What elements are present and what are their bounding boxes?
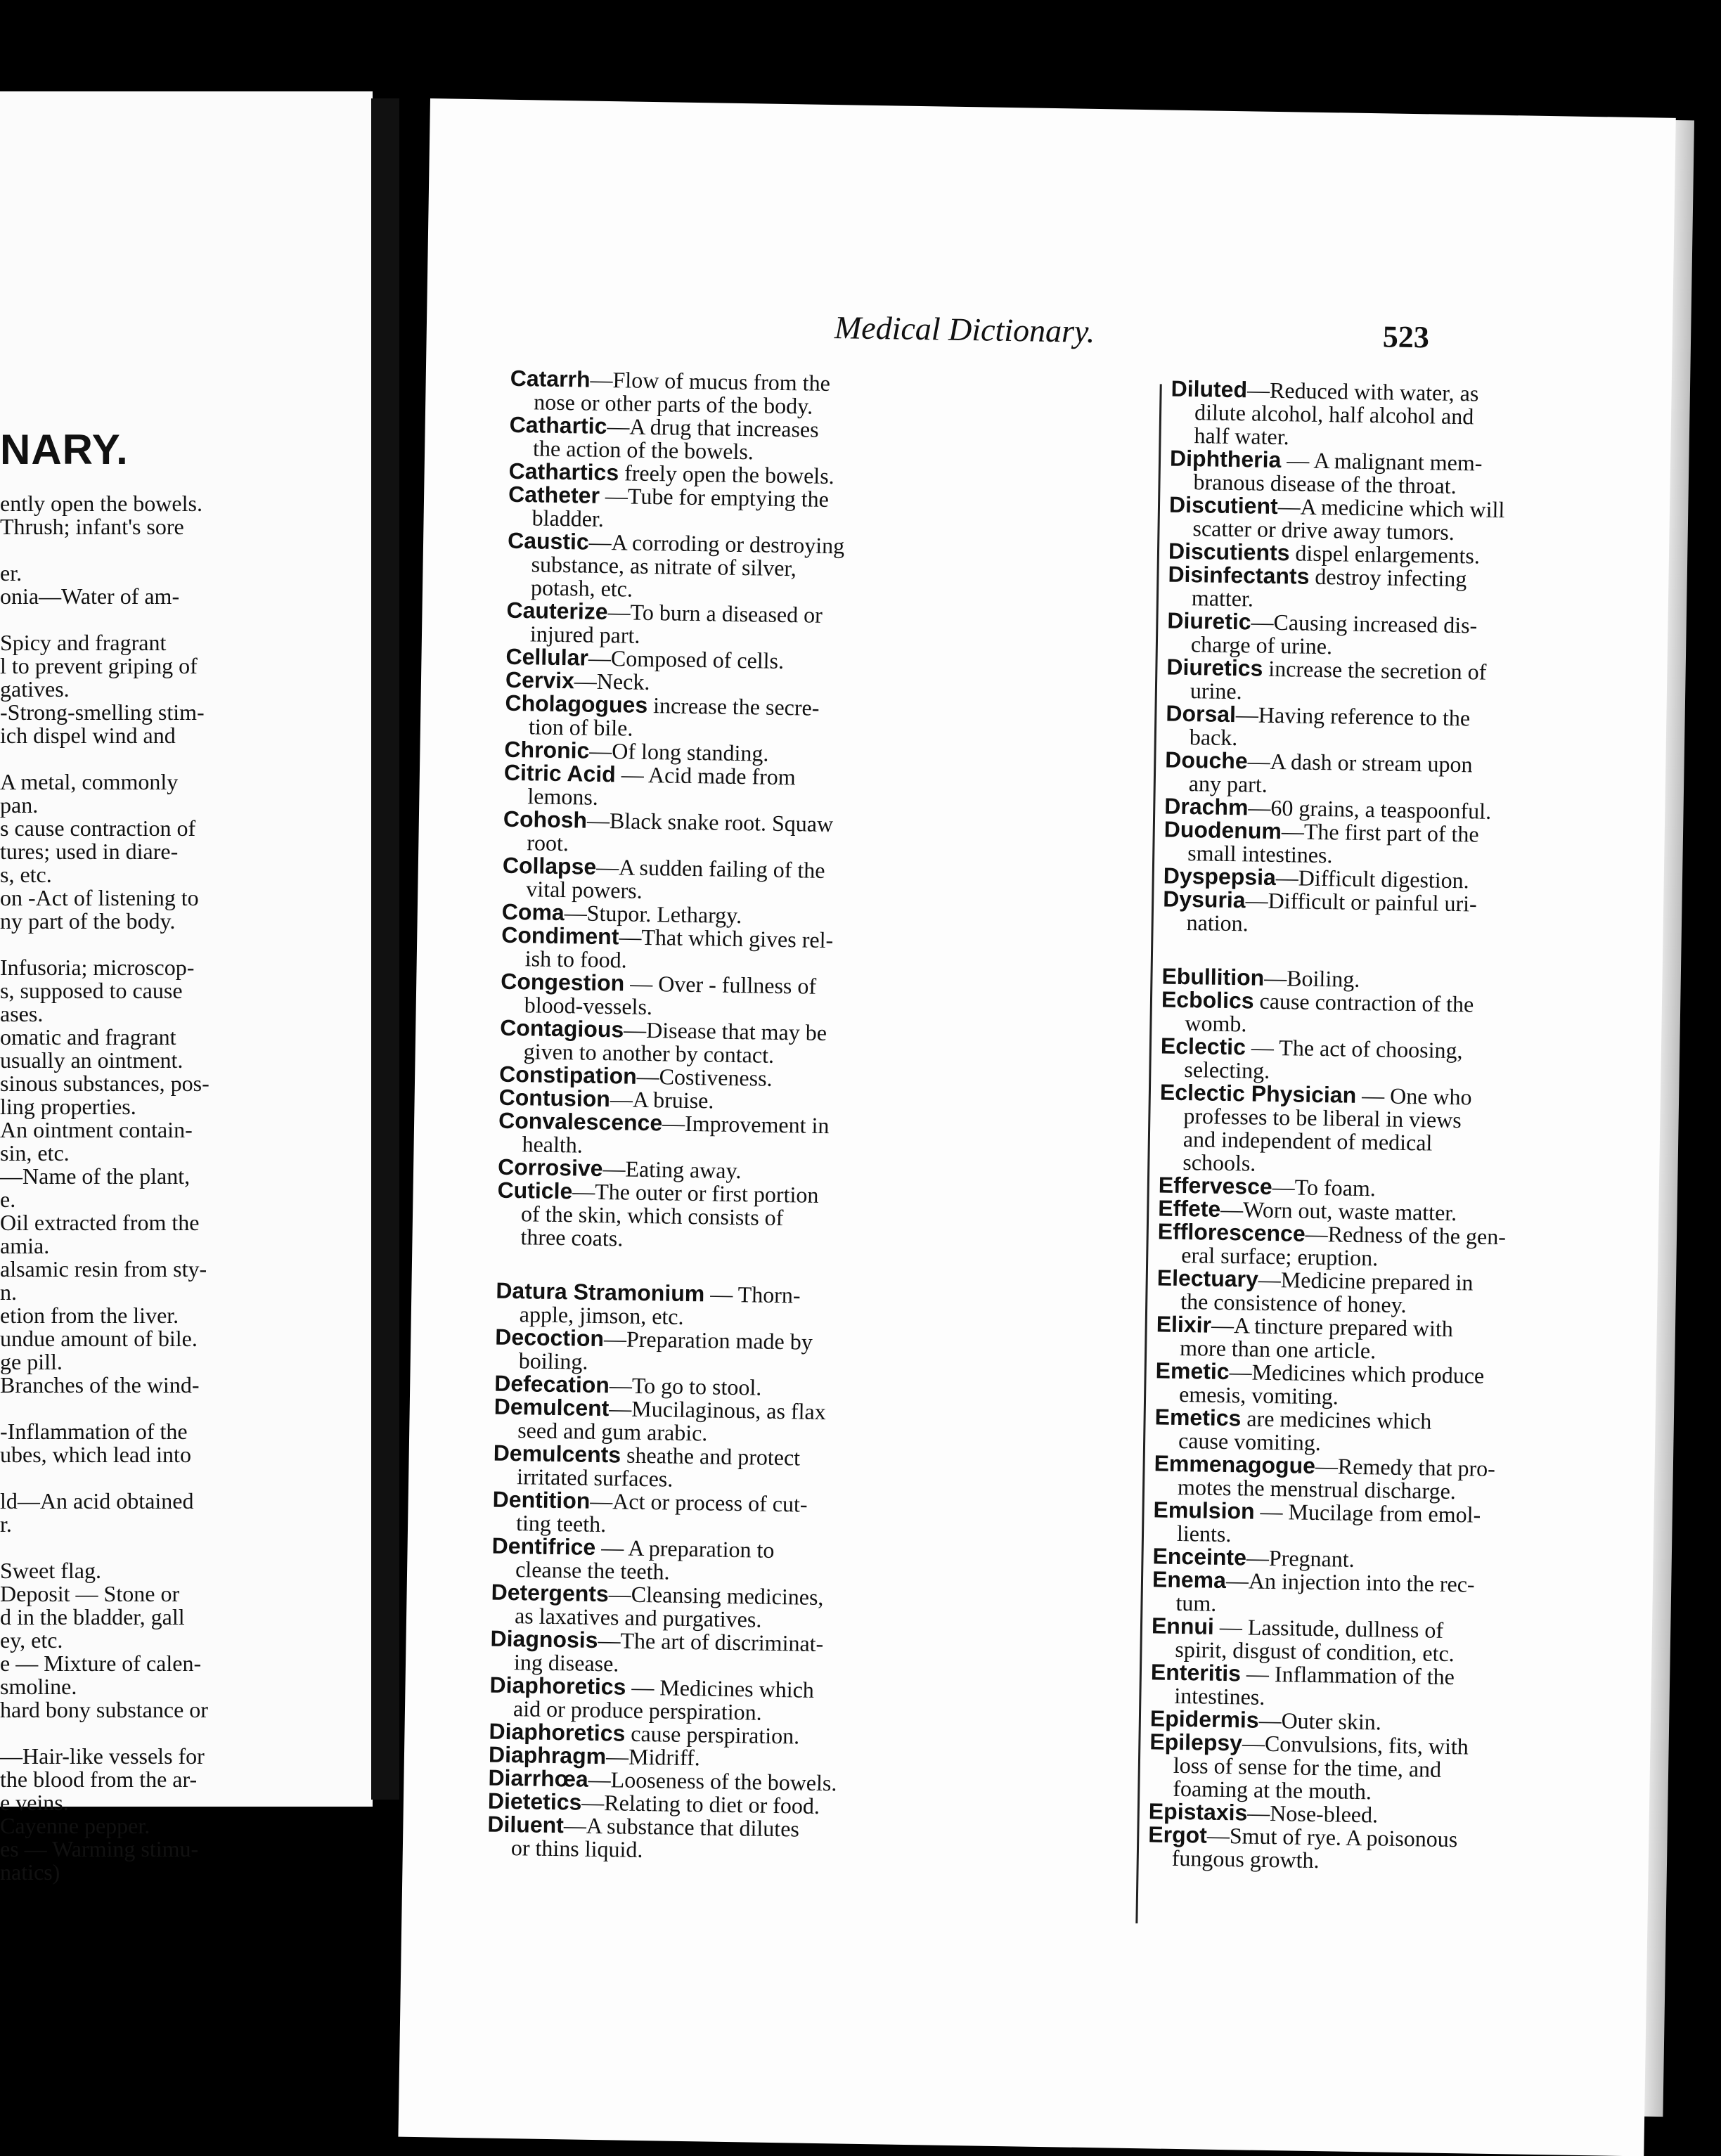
entry-term: Condiment	[501, 922, 619, 950]
entry-term: Cauterize	[506, 597, 608, 625]
left-text-line: l to prevent griping of	[0, 653, 198, 678]
entry-definition: — Medicines which	[626, 1674, 815, 1703]
entry-definition: given to another by contact.	[523, 1038, 775, 1068]
entry-definition: —A corroding or destroying	[588, 529, 845, 559]
left-page	[0, 91, 373, 1885]
entry-term: Citric Acid	[503, 759, 617, 787]
entry-term: Datura Stramonium	[496, 1277, 705, 1307]
entry-term: Contusion	[498, 1084, 611, 1112]
dictionary-entry	[1162, 888, 1627, 941]
left-text-line: —Name of the plant,	[0, 1163, 191, 1189]
entry-definition: injured part.	[529, 621, 640, 648]
left-text-line: s, supposed to cause	[0, 978, 183, 1003]
left-text-line: alsamic resin from sty-	[0, 1256, 207, 1282]
left-text-line: -Inflammation of the	[0, 1419, 188, 1444]
entry-definition: —Smut of rye. A poisonous	[1206, 1822, 1458, 1852]
left-text-line: Sweet flag.	[0, 1558, 101, 1583]
entry-definition: —Redness of the gen-	[1305, 1220, 1507, 1250]
entry-term: Congestion	[501, 968, 625, 996]
entry-definition: tion of bile.	[528, 714, 633, 741]
entry-definition: — A preparation to	[595, 1534, 775, 1563]
left-text-line: Cayenne pepper.	[0, 1813, 150, 1838]
left-text-line: ny part of the body.	[0, 908, 176, 934]
entry-definition: —The outer or first portion	[572, 1178, 819, 1208]
entry-term: Demulcent	[494, 1393, 610, 1421]
entry-definition: blood-vessels.	[524, 992, 653, 1020]
entry-term: Epistaxis	[1148, 1798, 1248, 1826]
entry-term: Douche	[1165, 747, 1248, 774]
entry-definition: seed and gum arabic.	[517, 1417, 708, 1446]
entry-definition: and independent of medical	[1182, 1126, 1433, 1156]
entry-definition: —Midriff.	[605, 1743, 701, 1771]
entry-definition: lients.	[1176, 1520, 1232, 1547]
entry-term: Elixir	[1156, 1311, 1212, 1338]
left-text-line: es — Warming stimu-	[0, 1836, 199, 1861]
entry-definition: eral surface; eruption.	[1181, 1241, 1379, 1271]
entry-term: Discutient	[1168, 491, 1279, 519]
entry-term: Contagious	[499, 1014, 624, 1043]
entry-definition: root.	[527, 830, 569, 856]
left-text-line: d in the bladder, gall	[0, 1604, 185, 1629]
entry-definition: potash, etc.	[530, 574, 633, 602]
entry-term: Enteritis	[1150, 1659, 1242, 1686]
left-text-line: usually an ointment.	[0, 1047, 183, 1073]
entry-term: Dentifrice	[491, 1532, 596, 1560]
entry-term: Cervix	[505, 666, 575, 694]
entry-term: Eclectic Physician	[1159, 1079, 1357, 1108]
entry-definition: vital powers.	[526, 876, 643, 903]
entry-definition: —Looseness of the bowels.	[588, 1766, 837, 1796]
left-text-line	[0, 538, 285, 562]
entry-definition: — Acid made from	[615, 761, 796, 790]
entry-definition: substance, as nitrate of silver,	[531, 551, 797, 581]
left-text-line: ling properties.	[0, 1094, 136, 1119]
entry-term: Eclectic	[1160, 1033, 1246, 1060]
left-text-line	[0, 1722, 285, 1745]
entry-definition: half water.	[1194, 422, 1289, 450]
entry-term: Diuretic	[1167, 607, 1251, 635]
entry-definition: sheathe and protect	[620, 1442, 801, 1471]
entry-definition: —Worn out, waste matter.	[1220, 1196, 1457, 1226]
entry-term: Enema	[1152, 1566, 1227, 1594]
entry-term: Cathartics	[508, 458, 619, 486]
page-number: 523	[1382, 319, 1430, 355]
entry-definition: —Difficult or painful uri-	[1245, 887, 1477, 917]
entry-definition: —A sudden failing of the	[595, 853, 825, 883]
entry-term: Diaphragm	[488, 1741, 607, 1769]
entry-definition: urine.	[1190, 678, 1242, 704]
left-text-line: —Hair-like vessels for	[0, 1743, 205, 1769]
entry-definition: —Stupor. Lethargy.	[564, 900, 742, 929]
entry-term: Dorsal	[1166, 700, 1237, 728]
dictionary-column-left	[487, 367, 974, 1866]
left-text-line: ubes, which lead into	[0, 1442, 191, 1467]
entry-definition: apple, jimson, etc.	[519, 1301, 684, 1329]
left-text-line: onia—Water of am-	[0, 583, 180, 609]
entry-term: Collapse	[502, 852, 597, 879]
left-text-line: Oil extracted from the	[0, 1210, 200, 1235]
entry-definition: lemons.	[527, 783, 599, 810]
entry-definition: —Medicine prepared in	[1258, 1266, 1474, 1296]
entry-term: Ennui	[1151, 1613, 1215, 1639]
entry-definition: irritated surfaces.	[516, 1464, 673, 1492]
entry-definition: —Neck.	[574, 668, 650, 695]
entry-definition: —Causing increased dis-	[1251, 609, 1478, 638]
entry-term: Coma	[501, 898, 565, 926]
entry-definition: — The act of choosing,	[1245, 1034, 1463, 1064]
entry-definition: dispel enlargements.	[1289, 540, 1481, 569]
left-text-line: ases.	[0, 1001, 44, 1026]
entry-definition: of the skin, which consists of	[520, 1201, 784, 1231]
entry-definition: —The first part of the	[1281, 818, 1479, 847]
left-text-line: ently open the bowels.	[0, 491, 202, 516]
entry-definition: —Reduced with water, as	[1246, 377, 1479, 406]
entry-term: Ergot	[1148, 1821, 1208, 1848]
entry-term: Emetics	[1154, 1404, 1242, 1431]
entry-term: Diaphoretics	[489, 1718, 626, 1746]
left-text-line: undue amount of bile.	[0, 1326, 198, 1351]
left-text-line: s, etc.	[0, 862, 52, 887]
entry-term: Dietetics	[487, 1788, 582, 1815]
entry-definition: three coats.	[520, 1224, 624, 1251]
entry-definition: or thins liquid.	[510, 1835, 643, 1863]
entry-definition: — Thorn-	[704, 1281, 801, 1308]
entry-definition: the consistence of honey.	[1180, 1288, 1407, 1318]
entry-term: Electuary	[1156, 1265, 1259, 1292]
entry-term: Duodenum	[1164, 816, 1282, 844]
entry-definition: — A malignant mem-	[1281, 447, 1483, 476]
entry-definition: — Over - fullness of	[624, 970, 817, 999]
entry-definition: any part.	[1188, 770, 1268, 797]
left-text-line: natics)	[0, 1859, 60, 1885]
entry-definition: —A dash or stream upon	[1247, 748, 1473, 777]
entry-term: Diarrhœa	[488, 1764, 589, 1792]
entry-term: Ebullition	[1161, 963, 1265, 990]
entry-definition: cause contraction of the	[1253, 988, 1474, 1017]
left-text-line: Thrush; infant's sore	[0, 514, 184, 539]
entry-definition: —Cleansing medicines,	[608, 1581, 824, 1610]
entry-definition: destroy infecting	[1309, 563, 1467, 592]
entry-term: Emetic	[1155, 1357, 1230, 1385]
entry-definition: —The art of discriminat-	[598, 1627, 824, 1657]
left-text-line: tures; used in diare-	[0, 839, 179, 864]
left-text-line: An ointment contain-	[0, 1117, 193, 1142]
entry-definition: intestines.	[1174, 1682, 1265, 1710]
entry-definition: increase the secre-	[647, 692, 820, 721]
entry-term: Cohosh	[503, 806, 588, 833]
entry-term: Constipation	[498, 1061, 638, 1089]
dictionary-entry	[496, 1179, 961, 1255]
left-text-line: s cause contraction of	[0, 815, 196, 841]
left-text-line: e — Mixture of calen-	[0, 1651, 202, 1676]
entry-term: Dentition	[492, 1486, 591, 1513]
left-page-text	[0, 492, 285, 1884]
entry-term: Dyspepsia	[1163, 863, 1277, 891]
left-text-line: pan.	[0, 792, 39, 818]
entry-term: Drachm	[1164, 793, 1249, 820]
dictionary-entry	[1148, 1823, 1613, 1876]
entry-term: Emulsion	[1153, 1497, 1255, 1524]
entry-term: Catheter	[508, 481, 600, 508]
entry-definition: loss of sense for the time, and	[1173, 1752, 1442, 1782]
entry-definition: increase the secretion of	[1263, 655, 1487, 685]
entry-definition: —Convulsions, fits, with	[1242, 1730, 1469, 1760]
left-text-line: ge pill.	[0, 1349, 63, 1374]
entry-definition: —Outer skin.	[1258, 1707, 1382, 1735]
entry-definition: boiling.	[518, 1348, 588, 1374]
entry-definition: —Act or process of cut-	[590, 1487, 808, 1517]
left-text-line: sinous substances, pos-	[0, 1071, 210, 1096]
left-text-line	[0, 933, 285, 956]
entry-definition: small intestines.	[1187, 840, 1333, 868]
entry-definition: charge of urine.	[1190, 631, 1333, 659]
dictionary-entry	[507, 529, 972, 606]
entry-definition: matter.	[1191, 585, 1254, 612]
dictionary-entry	[1159, 1080, 1624, 1180]
entry-definition: motes the menstrual discharge.	[1177, 1473, 1457, 1504]
entry-definition: —Disease that may be	[623, 1016, 827, 1046]
entry-definition: cause vomiting.	[1178, 1427, 1322, 1456]
entry-term: Diluent	[487, 1811, 565, 1838]
left-text-line: Infusoria; microscop-	[0, 955, 195, 980]
entry-definition: — One who	[1355, 1082, 1472, 1110]
dictionary-entry	[1149, 1730, 1613, 1807]
entry-definition: — Inflammation of the	[1240, 1660, 1455, 1690]
entry-definition: —Nose-bleed.	[1247, 1800, 1379, 1828]
entry-definition: —Of long standing.	[589, 737, 769, 766]
entry-term: Epidermis	[1149, 1705, 1259, 1733]
entry-definition: —A medicine which will	[1277, 493, 1505, 523]
entry-definition: foaming at the mouth.	[1173, 1775, 1372, 1805]
left-text-line: e veins.	[0, 1790, 69, 1815]
entry-definition: tum.	[1175, 1589, 1217, 1616]
entry-term: Detergents	[491, 1579, 610, 1607]
entry-definition: —A drug that increases	[607, 413, 819, 442]
entry-term: Diphtheria	[1169, 445, 1282, 473]
left-text-line: ey, etc.	[0, 1627, 63, 1653]
entry-term: Corrosive	[497, 1154, 603, 1182]
entry-term: Effete	[1158, 1195, 1221, 1222]
dictionary-entry	[1170, 377, 1635, 454]
entry-definition: emesis, vomiting.	[1178, 1381, 1339, 1409]
left-text-line: sin, etc.	[0, 1140, 70, 1166]
entry-definition: —Preparation made by	[603, 1326, 813, 1355]
entry-definition: —A tincture prepared with	[1211, 1312, 1454, 1342]
entry-definition: — Lassitude, dullness of	[1213, 1613, 1444, 1643]
entry-definition: freely open the bowels.	[618, 460, 834, 489]
entry-definition: —Having reference to the	[1235, 702, 1471, 731]
left-text-line: r.	[0, 1511, 12, 1537]
entry-definition: —Improvement in	[662, 1110, 830, 1139]
left-text-line: smoline.	[0, 1674, 77, 1699]
entry-definition: —A bruise.	[610, 1086, 714, 1113]
entry-definition: scatter or drive away tumors.	[1192, 515, 1455, 545]
left-text-line: Spicy and fragrant	[0, 630, 167, 655]
entry-term: Epilepsy	[1149, 1729, 1243, 1756]
entry-definition: —To burn a diseased or	[607, 599, 823, 628]
entry-definition: —Composed of cells.	[588, 645, 785, 673]
entry-term: Diaphoretics	[489, 1672, 626, 1700]
left-text-line: the blood from the ar-	[0, 1767, 198, 1792]
entry-definition: —Costiveness.	[636, 1063, 773, 1091]
entry-definition: womb.	[1185, 1010, 1247, 1037]
entry-term: Cathartic	[509, 411, 607, 439]
left-text-line	[0, 1536, 285, 1559]
entry-definition: nose or other parts of the body.	[533, 389, 813, 419]
entry-definition: —A substance that dilutes	[563, 1812, 800, 1842]
entry-term: Caustic	[507, 527, 589, 555]
entry-definition: —Remedy that pro-	[1315, 1453, 1496, 1482]
entry-definition: nation.	[1186, 910, 1249, 936]
entry-term: Diagnosis	[490, 1625, 598, 1653]
entry-definition: —Boiling.	[1263, 964, 1360, 992]
entry-term: Disinfectants	[1168, 561, 1310, 589]
entry-term: Efflorescence	[1157, 1218, 1306, 1246]
entry-term: Defecation	[494, 1370, 610, 1398]
left-text-line	[0, 747, 285, 770]
entry-definition: —60 grains, a teaspoonful.	[1248, 794, 1492, 824]
entry-definition: —Eating away.	[602, 1156, 742, 1184]
entry-term: Dysuria	[1162, 886, 1246, 913]
entry-definition: cause perspiration.	[625, 1720, 800, 1749]
entry-definition: —Black snake root. Squaw	[586, 807, 834, 837]
entry-definition: cleanse the teeth.	[515, 1556, 670, 1584]
entry-definition: are medicines which	[1241, 1405, 1432, 1434]
entry-definition: professes to be liberal in views	[1183, 1103, 1462, 1133]
entry-definition: —Medicines which produce	[1229, 1359, 1485, 1388]
entry-definition: —Pregnant.	[1246, 1544, 1355, 1572]
entry-definition: health.	[522, 1131, 584, 1158]
entry-definition: ish to food.	[524, 945, 627, 973]
entry-definition: as laxatives and purgatives.	[514, 1603, 762, 1632]
dictionary-entry	[487, 1813, 952, 1866]
left-text-line: A metal, commonly	[0, 769, 179, 794]
left-text-line: hard bony substance or	[0, 1697, 208, 1722]
left-text-line: e.	[0, 1187, 16, 1212]
entry-term: Convalescence	[498, 1107, 663, 1136]
entry-definition: —Relating to diet or food.	[581, 1789, 820, 1819]
entry-definition: —To go to stool.	[609, 1372, 762, 1400]
entry-definition: selecting.	[1184, 1057, 1270, 1083]
entry-term: Discutients	[1168, 538, 1290, 566]
entry-term: Emmenagogue	[1154, 1450, 1316, 1479]
entry-term: Chronic	[504, 736, 590, 763]
left-text-line: ld—An acid obtained	[0, 1488, 194, 1513]
left-text-line: n.	[0, 1279, 17, 1305]
entry-definition: —Tube for emptying the	[599, 482, 830, 512]
entry-definition: ting teeth.	[515, 1510, 607, 1537]
entry-definition: —Flow of mucus from the	[590, 366, 831, 396]
entry-definition: bladder.	[531, 505, 605, 531]
left-text-line: -Strong-smelling stim-	[0, 699, 205, 725]
left-text-line: ich dispel wind and	[0, 723, 176, 748]
entry-term: Diuretics	[1166, 654, 1263, 681]
running-head: Medical Dictionary.	[834, 309, 1095, 349]
left-text-line: er.	[0, 560, 22, 586]
entry-definition: —To foam.	[1272, 1174, 1377, 1201]
left-text-line: etion from the liver.	[0, 1303, 179, 1328]
left-text-line: gatives.	[0, 676, 70, 702]
entry-term: Demulcents	[493, 1440, 621, 1468]
entry-definition: —That which gives rel-	[619, 924, 834, 953]
entry-definition: aid or produce perspiration.	[513, 1696, 762, 1725]
entry-definition: ing disease.	[513, 1649, 619, 1677]
entry-term: Diluted	[1171, 375, 1248, 403]
left-text-line	[0, 1397, 285, 1420]
left-page-heading: NARY.	[0, 426, 129, 473]
entry-term: Cellular	[505, 643, 589, 671]
left-text-line: amia.	[0, 1233, 50, 1258]
entry-definition: fungous growth.	[1171, 1845, 1320, 1873]
left-text-line	[0, 608, 285, 631]
left-text-line: omatic and fragrant	[0, 1024, 176, 1050]
book-gutter	[371, 98, 399, 1800]
entry-term: Catarrh	[510, 365, 591, 392]
dictionary-column-right	[1148, 377, 1635, 1877]
entry-definition: branous disease of the throat.	[1193, 469, 1457, 498]
left-text-line: Deposit — Stone or	[0, 1581, 180, 1606]
entry-definition: back.	[1189, 724, 1238, 751]
entry-term: Enceinte	[1152, 1543, 1247, 1570]
entry-definition: —Mucilaginous, as flax	[609, 1395, 826, 1425]
entry-definition: more than one article.	[1179, 1334, 1377, 1364]
entry-definition: schools.	[1182, 1149, 1256, 1176]
entry-definition: dilute alcohol, half alcohol and	[1194, 399, 1474, 430]
entry-term: Cholagogues	[505, 690, 648, 718]
entry-definition: spirit, disgust of condition, etc.	[1175, 1636, 1455, 1667]
entry-definition: —An injection into the rec-	[1225, 1568, 1475, 1597]
entry-term: Effervesce	[1158, 1172, 1273, 1200]
entry-term: Decoction	[495, 1324, 605, 1352]
left-text-line	[0, 1466, 285, 1490]
left-text-line: on -Act of listening to	[0, 885, 199, 910]
entry-definition: — Mucilage from emol-	[1254, 1498, 1481, 1528]
right-page	[398, 98, 1675, 2156]
entry-definition: —Difficult digestion.	[1275, 865, 1470, 893]
entry-term: Ecbolics	[1161, 986, 1254, 1014]
entry-definition: the action of the bowels.	[532, 435, 754, 465]
entry-term: Cuticle	[497, 1177, 573, 1204]
left-text-line: Branches of the wind-	[0, 1372, 200, 1397]
